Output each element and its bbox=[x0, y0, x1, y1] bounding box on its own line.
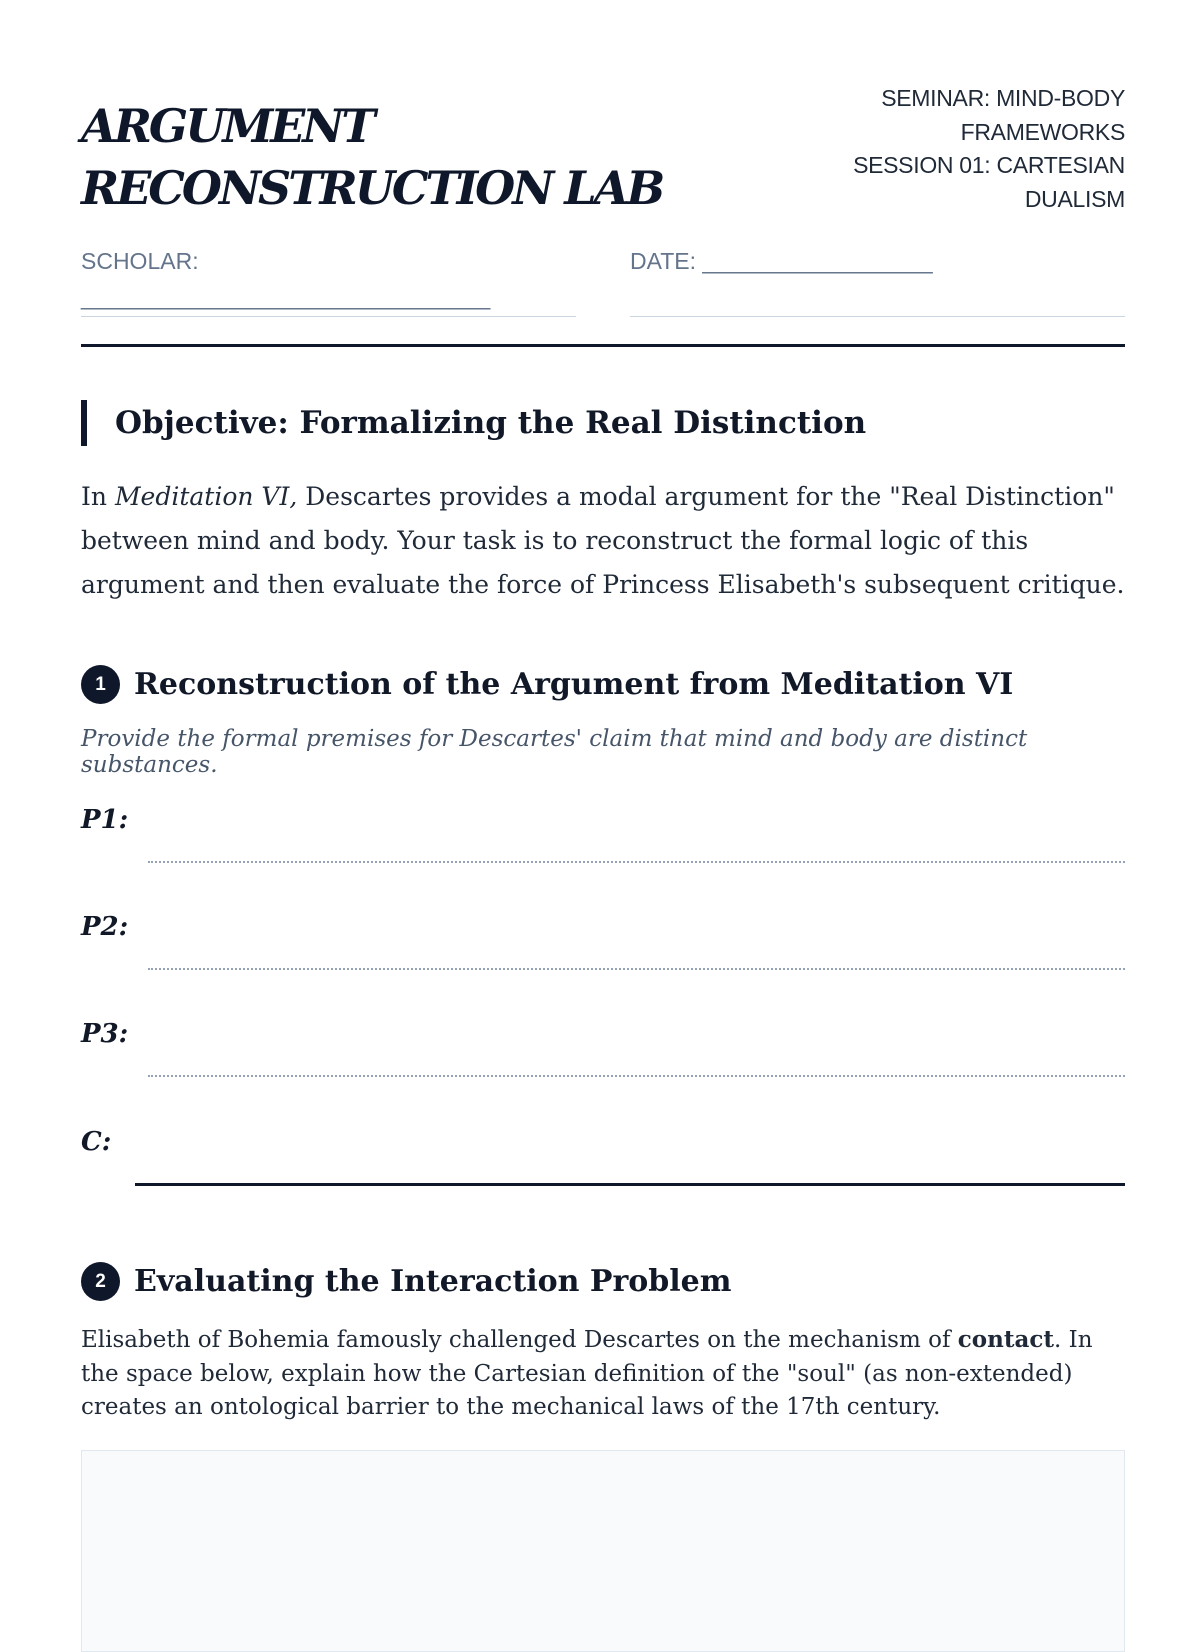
premise-p3: P3: bbox=[81, 1019, 1125, 1079]
premise-p1: P1: bbox=[81, 805, 1125, 865]
premise-p2: P2: bbox=[81, 912, 1125, 972]
p3-answer-line[interactable] bbox=[148, 1075, 1125, 1077]
worksheet bbox=[81, 0, 1125, 1420]
session-meta: SEMINAR: MIND-BODY FRAMEWORKS SESSION 01: CARTESIAN DUALISM bbox=[853, 85, 1125, 212]
page-title: ARGUMENT RECONSTRUCTION LAB bbox=[81, 99, 663, 215]
section-1-heading: 1 Reconstruction of the Argument from Meditation VI bbox=[81, 665, 1013, 704]
section-2-heading: 2 Evaluating the Interaction Problem bbox=[81, 1262, 731, 1301]
section-number-badge: 1 bbox=[81, 665, 120, 704]
section-2-instructions: Elisabeth of Bohemia famously challenged Descartes on the mechanism of contact. In the space below, explain how the Cartesian definition of the "soul" (as non-extended) creates an ontological barrier to the mechanical laws of the 17th century. bbox=[81, 1326, 1093, 1420]
conclusion: C: bbox=[81, 1127, 1125, 1187]
section-number-badge: 2 bbox=[81, 1262, 120, 1301]
p1-answer-line[interactable] bbox=[148, 861, 1125, 863]
objective-text: In Meditation VI, Descartes provides a modal argument for the "Real Distinction" between mind and body. Your task is to reconstruct the formal logic of this argument and then evaluate the force of Princess Elisabeth's subsequent critique. bbox=[81, 482, 1125, 599]
header bbox=[81, 0, 1125, 310]
date-field[interactable]: DATE: __________________ bbox=[630, 243, 1125, 317]
objective-heading: Objective: Formalizing the Real Distinction bbox=[81, 400, 866, 446]
p2-answer-line[interactable] bbox=[148, 968, 1125, 970]
answer-box[interactable] bbox=[81, 1450, 1125, 1652]
conclusion-answer-line[interactable] bbox=[135, 1183, 1125, 1186]
name-date-fields bbox=[81, 243, 1125, 317]
header-divider bbox=[81, 344, 1125, 347]
section-1-instructions: Provide the formal premises for Descartes' claim that mind and body are distinct substances. bbox=[81, 726, 1028, 778]
scholar-field[interactable]: SCHOLAR: ________________________________ bbox=[81, 243, 576, 317]
